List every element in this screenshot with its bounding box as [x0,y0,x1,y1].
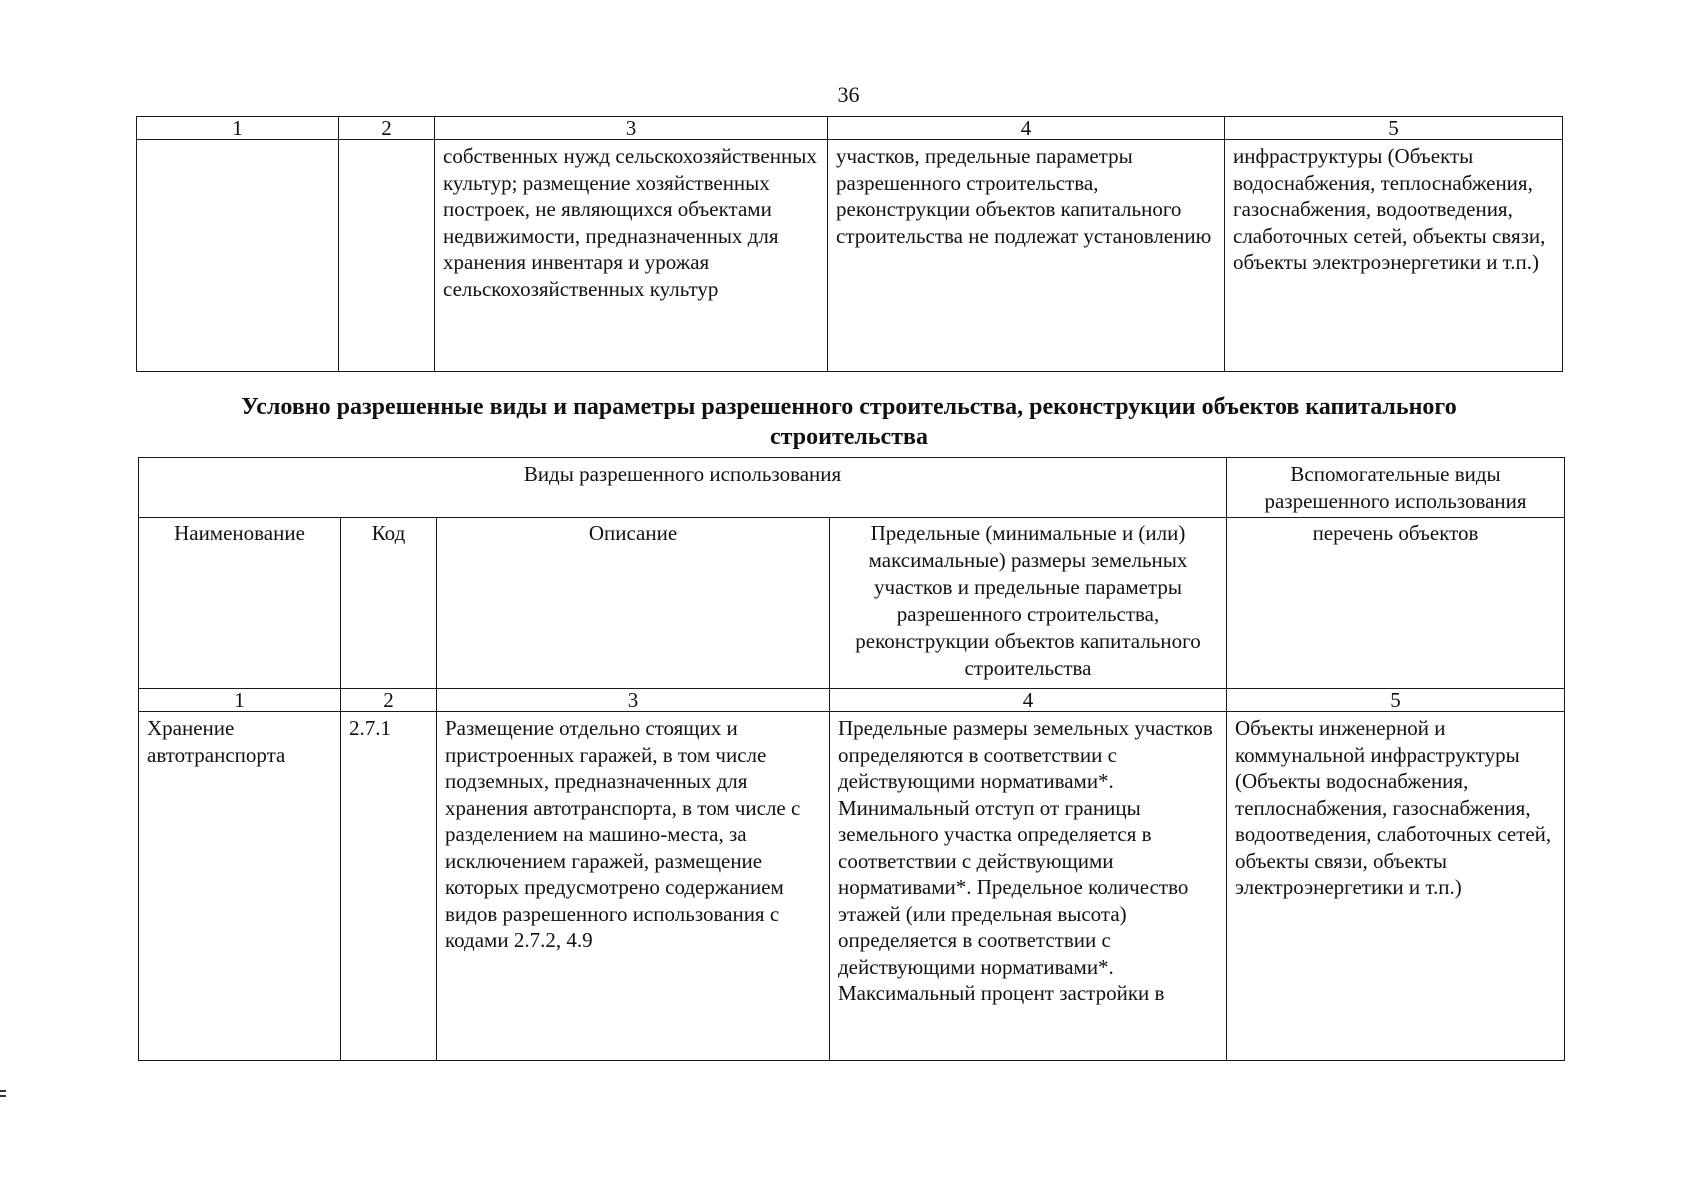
col-number: 5 [1227,689,1565,712]
column-header-row [139,518,1565,689]
col-number: 3 [437,689,830,712]
aux-header-line: Вспомогательные виды [1290,462,1501,486]
header-parameters: Предельные (минимальные и (или) максимальные) размеры земельных участков и предельные параметры разрешенного строительства, реконструкции объектов капитального строительства [830,518,1227,689]
header-code: Код [341,518,437,689]
scan-edge-mark [0,1090,6,1092]
column-number-row [137,117,1563,140]
header-description: Описание [437,518,830,689]
col-number: 1 [139,689,341,712]
table-row [139,712,1565,1061]
col-number: 2 [339,117,435,140]
col-number: 1 [137,117,339,140]
header-name: Наименование [139,518,341,689]
cell-parameters: участков, предельные параметры разрешенного строительства, реконструкции объектов капитального строительства не подлежат установлению [828,140,1225,372]
cell-description: собственных нужд сельскохозяйственных культур; размещение хозяйственных построек, не являющихся объектами недвижимости, предназначенных для хранения инвентаря и урожая сельскохозяйственных культур [435,140,828,372]
cell-auxiliary: Объекты инженерной и коммунальной инфраструктуры (Объекты водоснабжения, теплоснабжения, газоснабжения, водоотведения, слаботочных сетей, объекты связи, объекты электроэнергетики и т.п.) [1227,712,1565,1061]
conditional-uses-table [138,457,1565,1061]
col-number: 3 [435,117,828,140]
cell-name [137,140,339,372]
group-header: Виды разрешенного использования [139,458,1227,518]
cell-code: 2.7.1 [341,712,437,1061]
header-aux-list: перечень объектов [1227,518,1565,689]
section-title-line: строительства [770,424,928,450]
cell-description: Размещение отдельно стоящих и пристроенных гаражей, в том числе подземных, предназначенных для хранения автотранспорта, в том числе с разделением на машино-места, за исключением гаражей, размещение которых предусмотрено содержанием видов разрешенного использования с кодами 2.7.2, 4.9 [437,712,830,1061]
table-row [137,140,1563,372]
column-number-row [139,689,1565,712]
group-header-row [139,458,1565,518]
col-number: 4 [828,117,1225,140]
aux-header-line: разрешенного использования [1264,489,1527,513]
top-table-continuation [136,116,1563,372]
cell-code [339,140,435,372]
cell-name: Хранение автотранспорта [139,712,341,1061]
col-number: 4 [830,689,1227,712]
section-title-line: Условно разрешенные виды и параметры разрешенного строительства, реконструкции объектов капитального [241,394,1457,420]
aux-group-header [1227,458,1565,518]
col-number: 5 [1225,117,1563,140]
page-number: 36 [837,82,860,107]
col-number: 2 [341,689,437,712]
cell-auxiliary: инфраструктуры (Объекты водоснабжения, теплоснабжения, газоснабжения, водоотведения, слаботочных сетей, объекты связи, объекты электроэнергетики и т.п.) [1225,140,1563,372]
cell-parameters: Предельные размеры земельных участков определяются в соответствии с действующими нормативами*. Минимальный отступ от границы земельного участка определяется в соответствии с действующими нормативами*. Предельное количество этажей (или предельная высота) определяется в соответствии с действующими нормативами*. Максимальный процент застройки в [830,712,1227,1061]
section-title [136,392,1562,452]
